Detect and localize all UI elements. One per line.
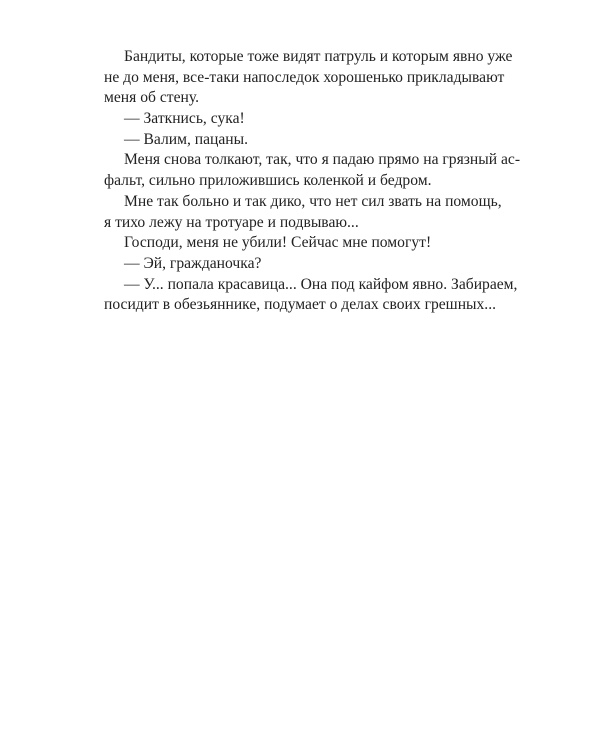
text-line: посидит в обезьяннике, подумает о делах своих грешных... [104,296,497,314]
text-line: Бандиты, которые тоже видят патруль и которым явно уже [124,48,513,65]
text-line: Мне так больно и так дико, что нет сил звать на помощь, [124,192,502,210]
text-line: фальт, сильно приложившись коленкой и бедром. [104,172,432,190]
text-line: — Эй, гражданочка? [124,254,262,272]
paragraph [104,130,497,151]
text-line: Меня снова толкают, так, что я падаю прямо на грязный ас- [124,151,521,169]
text-line: — Заткнись, сука! [124,110,245,128]
text-line: не до меня, все-таки напоследок хорошенько прикладывают [104,68,505,86]
paragraph [104,47,513,109]
text-line: я тихо лежу на тротуаре и подвываю... [104,213,359,231]
text-line: меня об стену. [104,89,199,107]
paragraph [104,233,497,254]
text-line: — Валим, пацаны. [124,130,248,148]
paragraph [104,150,521,191]
paragraph [104,109,497,130]
text-line: — У... попала красавица... Она под кайфом явно. Забираем, [124,275,518,293]
text-line: Господи, меня не убили! Сейчас мне помогут! [124,234,432,252]
paragraph [104,275,518,316]
paragraph [104,254,497,275]
paragraph [104,192,502,233]
page-text [104,47,521,316]
